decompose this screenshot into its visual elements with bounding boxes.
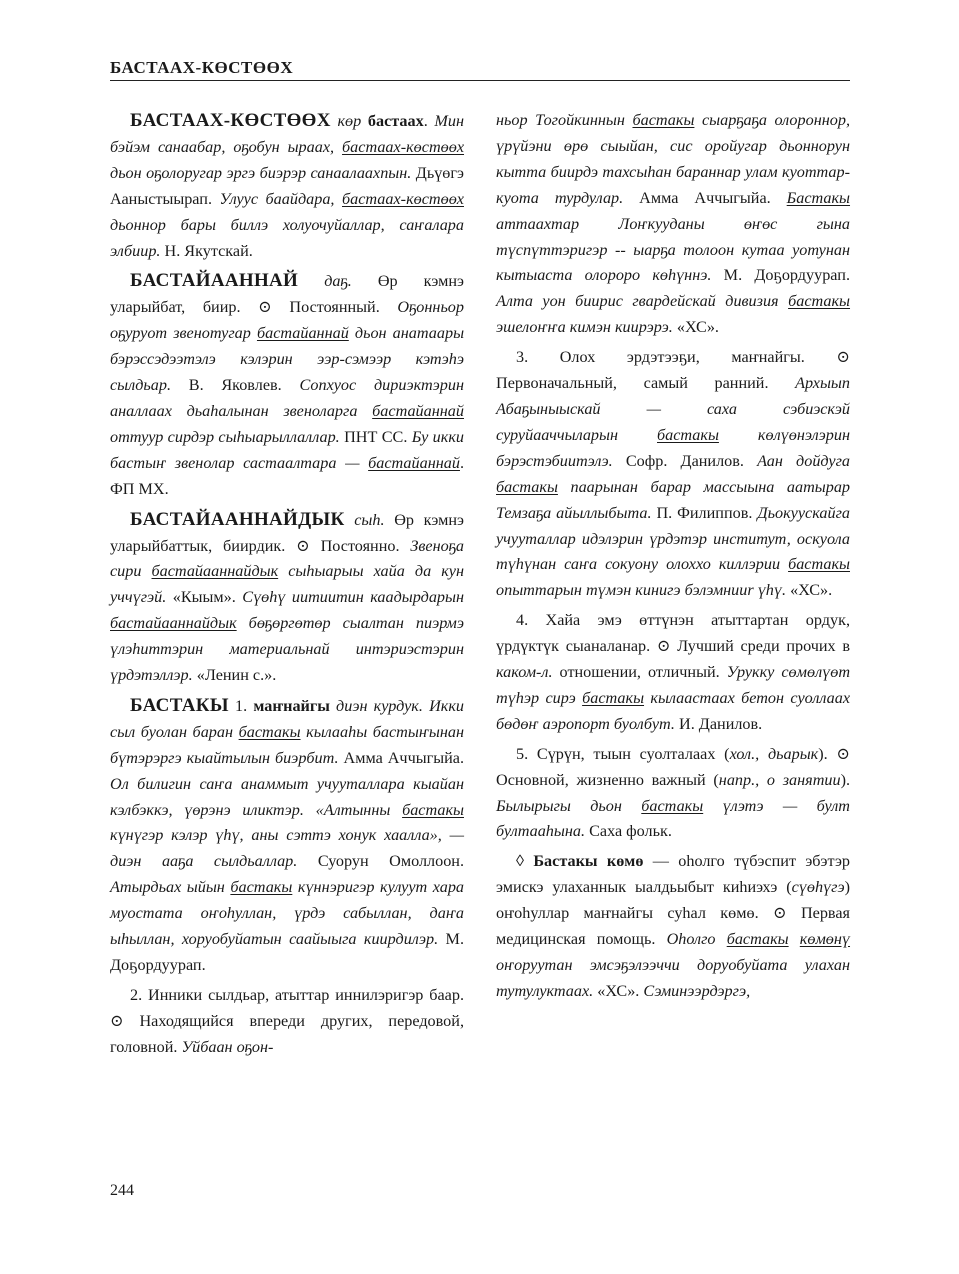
entry-text: Н. Якутскай. [160,241,253,260]
entry-text: напр., о занятии [718,770,841,789]
entry-text: Улуус баайдара, [219,189,335,208]
left-column [110,108,464,1065]
header-rule [110,80,850,81]
entry-text [357,402,372,420]
entry-text: бастакы [582,688,645,707]
entry-text: Уйбаан оҕон- [181,1037,274,1056]
dictionary-entry [110,507,464,689]
entry-text: кылаастаах бетон суоллаах бөдөҥ аэропорт буолбут. [496,688,851,733]
entry-text [558,478,571,496]
entry-text [703,797,722,815]
entry-text: Оһолго [666,930,716,949]
entry-text: 1. [228,696,254,715]
entry-text: . ФП МХ. [110,453,465,498]
entry-text: Сопхуос дириэктэрин аналлаах дьаһалынан звеноларга [110,376,464,420]
entry-text [237,614,249,632]
entry-text: ПНТ СС. [339,427,412,446]
entry-text: бастакы [496,477,558,496]
entry-text: көлүөнэлэрин бэрэстэбиитэлэ. [496,425,850,470]
entry-text: бастакы [641,796,704,815]
entry-text: ). ⊙ Основной, жизненно важный ( [496,744,850,789]
dictionary-entry [110,268,464,502]
entry-text: Звеноҕа сири [110,536,464,581]
entry-text [334,138,342,156]
entry-text: Амма Аччыгыйа. [623,188,787,207]
entry-text: Өр кэмнэ уларыйбат, биир. ⊙ Постоянный. [110,272,464,317]
headword: БАСТАКЫ [130,694,229,716]
entry-text: 2. Инники сылдьар, атыттар иннилэригэр баар. ⊙ Находящийся впереди других, передовой, головной. [110,985,464,1056]
headword: БАСТАЙААННАЙДЫК [130,508,345,530]
entry-text: бастаах-көстөөх [342,137,465,156]
dictionary-entry [496,108,850,341]
entry-text: бастайааннайдык [110,614,237,633]
entry-text: каком-л. [496,663,553,682]
dictionary-entry [110,693,464,979]
entry-text: дьон анатаары бэрэссэдээтэлэ кэлэрин ээр-сэмээр кэтэһэ сылдьар. [110,324,465,395]
entry-text: Урукку сөмөлүөт түһэр сирэ [496,663,851,707]
entry-text: Бастакы [786,188,851,207]
entry-text [334,190,342,208]
entry-text: күннэригэр кулуут хара муостата оҥоһуллан, үрдэ сабыллан, даҥа ыһыллан, хоруобуйатын саайыыга киирдилэр. [110,878,465,949]
entry-text: Алта уон биирис гвардейскай дивизия [496,292,779,311]
entry-text: үлэтэ — булт бултааһына. [496,796,850,841]
entry-text: ◊ [516,852,534,871]
entry-text: кылааһы бастыҥынан бүтэрэргэ кыайтылын биэрбит. [110,722,465,767]
entry-text: бөҕөргөтөр сыалтан пиэрмэ үлэһиттэрин материальнай интэриэстэрин үрдэтэллэр. [110,614,464,685]
entry-text: сүөһүгэ [791,878,845,897]
entry-text: дьоннор бары биллэ холуочуйаллар, саҥалара элбиир. [110,215,464,260]
entry-text [716,930,727,948]
entry-text: М. Доҕордуурап. [110,930,464,974]
entry-text: сыһ. [354,510,385,529]
headword: БАСТАЙААННАЙ [130,270,299,292]
entry-text: маҥнайгы [253,696,330,715]
entry-text: 3. Олох эрдэтээҕи, маҥнайгы. ⊙ Первоначальный, самый ранний. [496,348,850,393]
entry-text: бастайаннай [368,453,460,472]
entry-text: опыттарын түмэн кинигэ бэлэмнииr үһү. [496,581,787,600]
entry-text: бастакы [788,292,851,311]
entry-text: Бу икки бастыҥ звенолар састаалтара — [110,427,464,472]
entry-text: бастакы [632,111,695,129]
entry-text: . [423,112,435,130]
entry-text [789,930,800,948]
entry-text: оттуур сирдэр сыһыарыллаллар. [110,427,340,446]
entry-text: Софр. Данилов. [612,451,758,470]
entry-text: «Ленин с.». [192,666,277,685]
entry-text: күнүгэр кэлэр үһү, аны сэттэ хонук хаалла», — диэн ааҕа сылдьаллар. [110,826,464,871]
entry-text: Бастакы көмө [533,852,644,871]
dictionary-entry [496,608,850,738]
entry-text [694,111,702,129]
dictionary-entry [110,108,464,264]
entry-text: бастаах-көстөөх [342,189,464,208]
entry-text: И. Данилов. [674,714,763,733]
running-head: БАСТААХ-КӨСТӨӨХ [110,58,294,77]
entry-text [779,292,788,310]
entry-text: көмөнү [799,930,851,949]
entry-text: даҕ. [324,272,352,291]
entry-text [278,562,288,580]
entry-text: ньор Тогойкиннын [496,111,625,129]
entry-text: Архыып Абаҕыныыскай — саха сэбиэскэй суруйааччыларын [496,374,850,444]
entry-text: Ол билигин саҥа анаммыт учууталлара кыайан кэлбэккэ, үөрэнэ иликтэр. «Алтынны [110,774,464,819]
entry-text: бастакы [238,722,301,741]
entry-text: «Кыым». [166,588,243,607]
entry-text: бастайаннай [372,401,464,420]
entry-text: «ХС». [672,318,719,337]
entry-text: Өр кэмнэ уларыйбаттык, биирдик. ⊙ Постоянно. [110,510,464,555]
entry-text [618,426,657,444]
entry-text: «ХС». [786,581,833,600]
entry-text [390,801,402,819]
entry-text: паарынан барар массыына аатырар Темзаҕа айыллыбыта. [496,477,851,522]
headword: БАСТААХ-КӨСТӨӨХ [130,110,331,131]
entry-text: ). [840,770,851,789]
entry-text: сыарҕаҕа олороннор, үрүйэни өрө сыыйан, сис оройугар дьоннорун кытта биирдэ тахсыһан бараннар улам куоттар-куота турдулар. [496,111,851,207]
entry-text: Сэминээрдэргэ, [643,981,751,1000]
entry-text: Саха фольк. [585,822,672,841]
entry-text: Оҕонньор оҕуруот звенотугар [110,298,464,343]
entry-text: — оһолго түбэспит эбэтэр эмискэ улаханнык ыалдьыбыт киһиэхэ ( [496,852,851,897]
entry-text: бастаах [367,112,424,130]
entry-text: бастакы [788,555,850,574]
dictionary-entry [496,345,850,604]
entry-text: М. Доҕордуурап. [711,266,850,285]
entry-text: бастакы [230,878,293,897]
entry-text: Атырдьах ыйын [110,878,225,897]
entry-text [359,454,368,472]
page-number: 244 [110,1182,134,1199]
entry-text: отношении, отличный. [552,663,727,682]
entry-text [141,562,151,580]
entry-text [345,511,355,529]
entry-text: көр [337,112,362,130]
entry-text [361,112,368,130]
entry-text: Мин бэйэм санаабар, оҕобун ыраах, [110,112,465,156]
entry-text: Былырыгы дьон [496,796,622,815]
entry-text: Амма Аччыгыйа. [338,748,464,767]
entry-text [622,797,641,815]
entry-text [780,555,788,573]
entry-text: диэн курдук. Икки сыл буолан баран [110,696,464,741]
entry-text: бастайаннай [256,324,349,343]
entry-text [719,426,758,444]
entry-text: 5. Сүрүн, тыын суолталаах ( [516,744,730,763]
entry-text: дьон оҕолоругар эргэ биэрэр санаалаахпын. [110,163,412,182]
entry-text: Дьокуускайга учууталлар идэлэрин үрдэтэр институт, оскуола түһүнан саҥа сокуону олоххо киллэрии [496,503,850,574]
entry-text: В. Яковлев. [171,376,300,395]
dictionary-entry [110,983,464,1061]
entry-text: Дьүөгэ Ааныстыырап. [110,163,464,208]
entry-text: сыһыарыы хайа да кун уччүгэй. [110,562,464,607]
dictionary-entry [496,742,850,846]
entry-text: 4. Хайа эмэ өттүнэн атыттартан ордук, үрдүктүк сыаналанар. ⊙ Лучший среди прочих в [496,611,850,656]
entry-text: оҥоруутан эмсэҕэлээччи доруобуйата улахан тутулуктаах. [496,956,850,1000]
entry-text: эшелоҥҥа кимэн киирэрэ. [496,318,673,337]
entry-text: Суорун Омоллоон. [297,852,465,871]
dictionary-entry [496,849,850,1004]
entry-text: бастакы [402,800,464,819]
entry-text: ) оҥоһуллар маҥнайгы суһал көмө. ⊙ Первая медицинская помощь. [496,878,850,949]
right-column [496,108,850,1009]
entry-text: П. Филиппов. [651,503,758,522]
entry-text [298,272,324,290]
entry-text: бастакы [657,425,719,444]
entry-text: аттаахтар Лоҥкууданы өҥөс гына түспүттэригэр -- ыарҕа толоон кутаа уотунан кытыаста олороро көһүннэ. [496,214,850,285]
entry-text: «ХС». [593,981,644,1000]
entry-text: Сүөһү иитиитин каадырдарын [242,588,465,607]
entry-text: бастакы [726,930,789,949]
entry-text: хол., дьарык [729,744,819,763]
entry-text: бастайааннайдык [151,562,279,581]
entry-text: Аан дойдуга [757,451,851,470]
